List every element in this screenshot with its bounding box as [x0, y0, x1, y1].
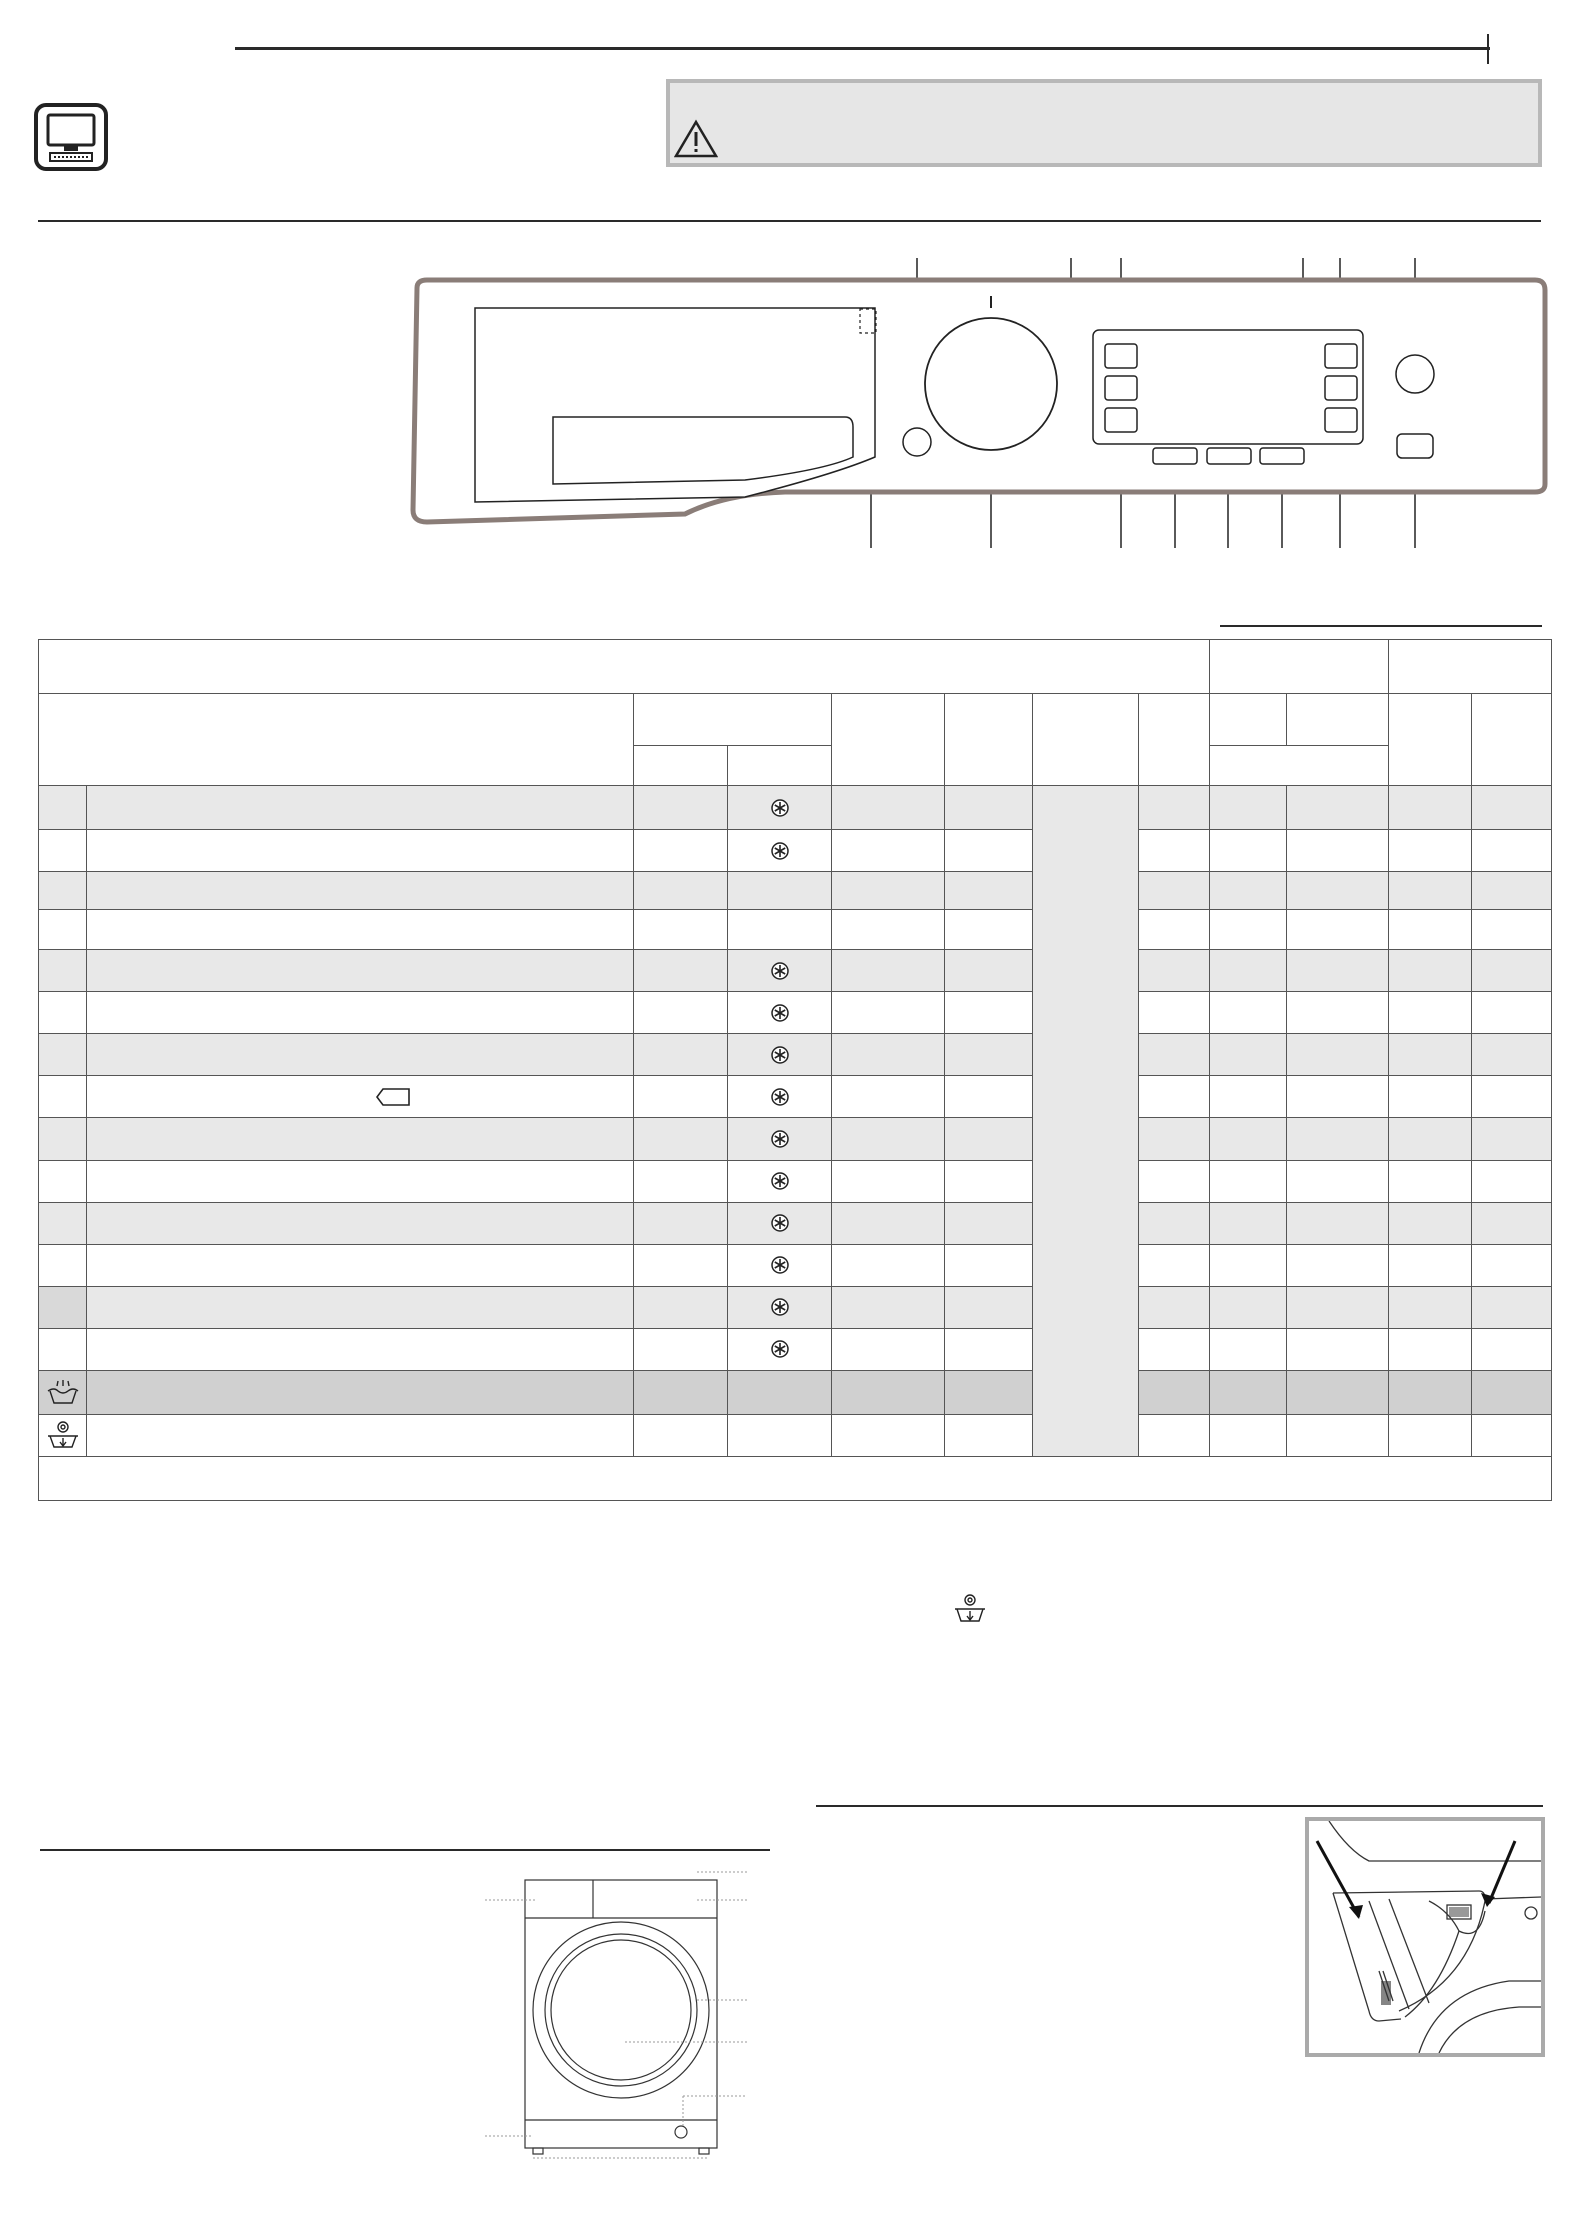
table-row — [39, 1160, 1552, 1202]
detergent-drawer-illustration — [1305, 1817, 1545, 2057]
table-row — [39, 1370, 1552, 1414]
label-tag-icon — [375, 1087, 411, 1107]
table-row — [39, 992, 1552, 1034]
snowflake-icon — [770, 1087, 790, 1107]
snowflake-icon — [770, 1213, 790, 1233]
table-footer-row — [39, 1456, 1552, 1500]
table-header-row-2 — [39, 694, 1552, 746]
snowflake-icon — [770, 1171, 790, 1191]
header-rule — [235, 47, 1490, 50]
snowflake-icon — [770, 1003, 790, 1023]
table-row — [39, 910, 1552, 950]
table-row — [39, 872, 1552, 910]
snowflake-icon — [770, 1339, 790, 1359]
table-row — [39, 1286, 1552, 1328]
table-row — [39, 1076, 1552, 1118]
table-row — [39, 786, 1552, 830]
table-row — [39, 1118, 1552, 1160]
program-table — [38, 639, 1552, 1501]
table-row — [39, 1328, 1552, 1370]
snowflake-icon — [770, 1045, 790, 1065]
section-rule-right — [816, 1805, 1543, 1807]
warning-triangle-icon — [674, 119, 718, 159]
snowflake-icon — [770, 1297, 790, 1317]
table-row — [39, 1202, 1552, 1244]
computer-monitor-icon — [34, 103, 108, 171]
snowflake-icon — [770, 1129, 790, 1149]
table-top-rule — [1220, 625, 1542, 627]
control-panel-diagram — [405, 252, 1550, 552]
snowflake-icon — [770, 961, 790, 981]
table-row — [39, 1034, 1552, 1076]
spin-drain-icon — [46, 1420, 80, 1450]
table-row — [39, 1414, 1552, 1456]
rinse-icon — [46, 1377, 80, 1407]
detergent-drawer-drawing — [1309, 1821, 1541, 2053]
table-row — [39, 830, 1552, 872]
snowflake-icon — [770, 798, 790, 818]
snowflake-icon — [770, 841, 790, 861]
spin-drain-icon — [953, 1593, 987, 1625]
table-row — [39, 950, 1552, 992]
table-header-row-1 — [39, 640, 1552, 694]
header-rule-tick — [1487, 34, 1489, 64]
section-rule-left — [40, 1849, 770, 1851]
section-rule-top — [38, 220, 1541, 222]
washing-machine-diagram — [485, 1860, 755, 2160]
safety-warning-box — [666, 79, 1542, 167]
table-row — [39, 1244, 1552, 1286]
snowflake-icon — [770, 1255, 790, 1275]
